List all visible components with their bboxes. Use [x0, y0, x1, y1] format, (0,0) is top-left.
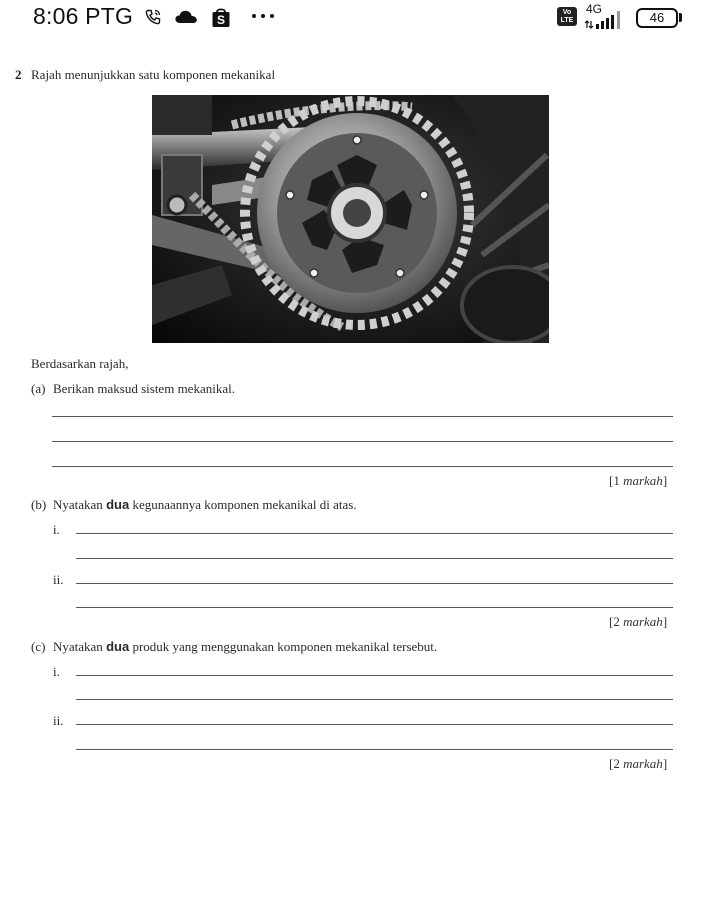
part-b-marks: [2 markah] [609, 614, 668, 629]
part-c-text: Nyatakan dua produk yang menggunakan komponen mekanikal tersebut. [53, 639, 438, 654]
answer-line[interactable] [76, 724, 673, 725]
question-number: 2 [15, 67, 22, 82]
part-c-label: (c) [31, 639, 46, 654]
intro-text: Berdasarkan rajah, [31, 356, 129, 371]
signal-strength-icon [584, 8, 628, 30]
part-b-text: Nyatakan dua kegunaannya komponen mekanikal di atas. [53, 497, 357, 512]
chain-sprocket-figure [152, 95, 549, 343]
more-dots-icon[interactable] [251, 13, 275, 19]
cloud-icon [174, 9, 198, 25]
question-stem: Rajah menunjukkan satu komponen mekanikal [31, 67, 276, 82]
answer-line[interactable] [76, 533, 673, 534]
phone-call-icon [145, 9, 161, 25]
answer-line[interactable] [76, 699, 673, 700]
answer-line[interactable] [52, 441, 673, 442]
answer-line[interactable] [76, 607, 673, 608]
motorcycle-chain-sprocket-photo [152, 95, 549, 343]
answer-line[interactable] [52, 466, 673, 467]
part-c-item-ii: ii. [53, 713, 64, 728]
shopping-bag-icon [210, 6, 232, 28]
part-c-marks: [2 markah] [609, 756, 668, 771]
answer-line[interactable] [52, 416, 673, 417]
part-a-text: Berikan maksud sistem mekanikal. [53, 381, 235, 396]
answer-line[interactable] [76, 558, 673, 559]
answer-line[interactable] [76, 583, 673, 584]
battery-indicator: 46 [636, 8, 678, 28]
volte-badge: Vo LTE [557, 7, 577, 26]
part-b-label: (b) [31, 497, 47, 512]
part-a-marks: [1 markah] [609, 473, 668, 488]
answer-line[interactable] [76, 675, 673, 676]
status-bar [0, 0, 701, 38]
part-b-item-ii: ii. [53, 572, 64, 587]
network-type: 4G [586, 2, 603, 16]
part-b-item-i: i. [53, 522, 60, 537]
clock: 8:06 PTG [33, 3, 134, 29]
part-c-item-i: i. [53, 664, 60, 679]
part-a-label: (a) [31, 381, 46, 396]
battery-tip [679, 13, 682, 22]
svg-text:S: S [216, 13, 226, 27]
answer-line[interactable] [76, 749, 673, 750]
